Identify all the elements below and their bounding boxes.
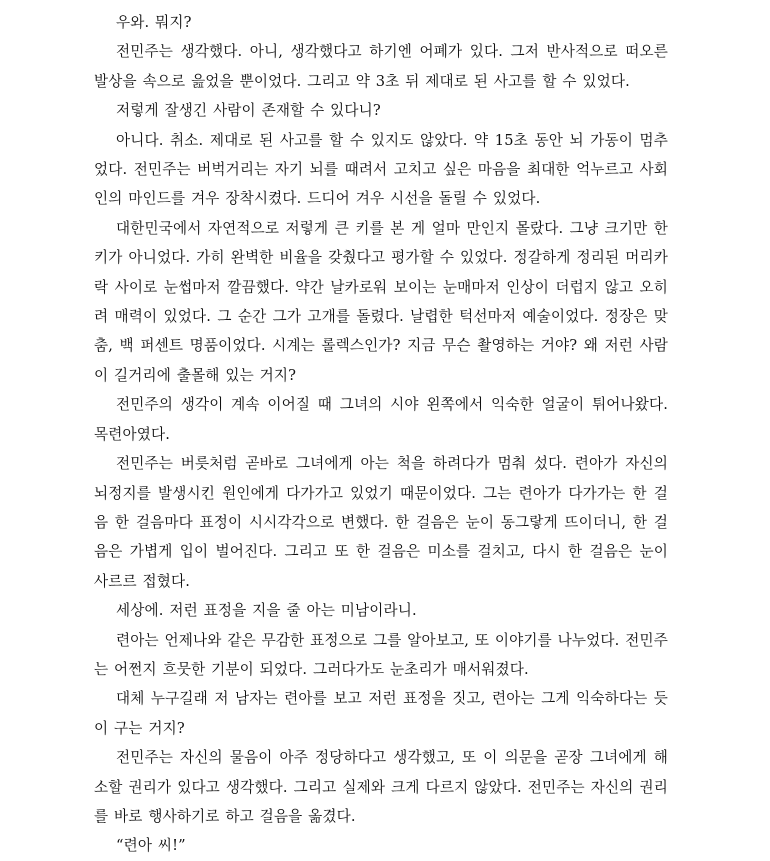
- paragraph: 세상에. 저런 표정을 지을 줄 아는 미남이라니.: [116, 602, 417, 620]
- paragraph: 대한민국에서 자연적으로 저렇게 큰 키를 본 게 얼마 만인지 몰랐다. 그냥 크기만 한 키가 아니었다. 가히 완벽한 비율을 갖췄다고 평가할 수 있었다. 정갈하게 정리된 머리카락 사이로 눈썹마저 깔끔했다. 약간 날카로워 보이는 눈매마저 인상이 더럽지 않고 오히려 매력이 있었다. 그 순간 그가 고개를 돌렸다. 날렵한 턱선마저 예술이었다. 정장은 맞춤, 백 퍼센트 명품이었다. 시계는 롤렉스인가? 지금 무슨 촬영하는 거야? 왜 저런 사람이 길거리에 출몰해 있는 거지?: [94, 219, 668, 384]
- document-page: [94, 8, 668, 861]
- paragraph: 저렇게 잘생긴 사람이 존재할 수 있다니?: [116, 102, 381, 120]
- paragraph: “련아 씨!”: [116, 837, 186, 855]
- paragraph: 전민주는 버릇처럼 곧바로 그녀에게 아는 척을 하려다가 멈춰 섰다. 련아가 자신의 뇌정지를 발생시킨 원인에게 다가가고 있었기 때문이었다. 그는 련아가 다가가는 한 걸음 한 걸음마다 표정이 시시각각으로 변했다. 한 걸음은 눈이 동그랗게 뜨이더니, 한 걸음은 가볍게 입이 벌어진다. 그리고 또 한 걸음은 미소를 걸치고, 다시 한 걸음은 눈이 사르르 접혔다.: [94, 455, 668, 590]
- paragraph: 대체 누구길래 저 남자는 련아를 보고 저런 표정을 짓고, 련아는 그게 익숙하다는 듯이 구는 거지?: [94, 690, 668, 737]
- paragraph: 련아는 언제나와 같은 무감한 표정으로 그를 알아보고, 또 이야기를 나누었다. 전민주는 어쩐지 흐뭇한 기분이 되었다. 그러다가도 눈초리가 매서워졌다.: [94, 631, 668, 678]
- paragraph: 우와. 뭐지?: [116, 14, 192, 31]
- paragraph: 전민주의 생각이 계속 이어질 때 그녀의 시야 왼쪽에서 익숙한 얼굴이 튀어나왔다. 목련아였다.: [94, 396, 668, 443]
- paragraph: 전민주는 자신의 물음이 아주 정당하다고 생각했고, 또 이 의문을 곧장 그녀에게 해소할 권리가 있다고 생각했다. 그리고 실제와 크게 다르지 않았다. 전민주는 자신의 권리를 바로 행사하기로 하고 걸음을 옮겼다.: [94, 749, 668, 825]
- paragraph: 아니다. 취소. 제대로 된 사고를 할 수 있지도 않았다. 약 15초 동안 뇌 가동이 멈추었다. 전민주는 버벅거리는 자기 뇌를 때려서 고치고 싶은 마음을 최대한 억누르고 사회인의 마인드를 겨우 장착시켰다. 드디어 겨우 시선을 돌릴 수 있었다.: [94, 131, 668, 208]
- paragraph: 전민주는 생각했다. 아니, 생각했다고 하기엔 어폐가 있다. 그저 반사적으로 떠오른 발상을 속으로 읊었을 뿐이었다. 그리고 약 3초 뒤 제대로 된 사고를 할 수 있었다.: [94, 43, 668, 90]
